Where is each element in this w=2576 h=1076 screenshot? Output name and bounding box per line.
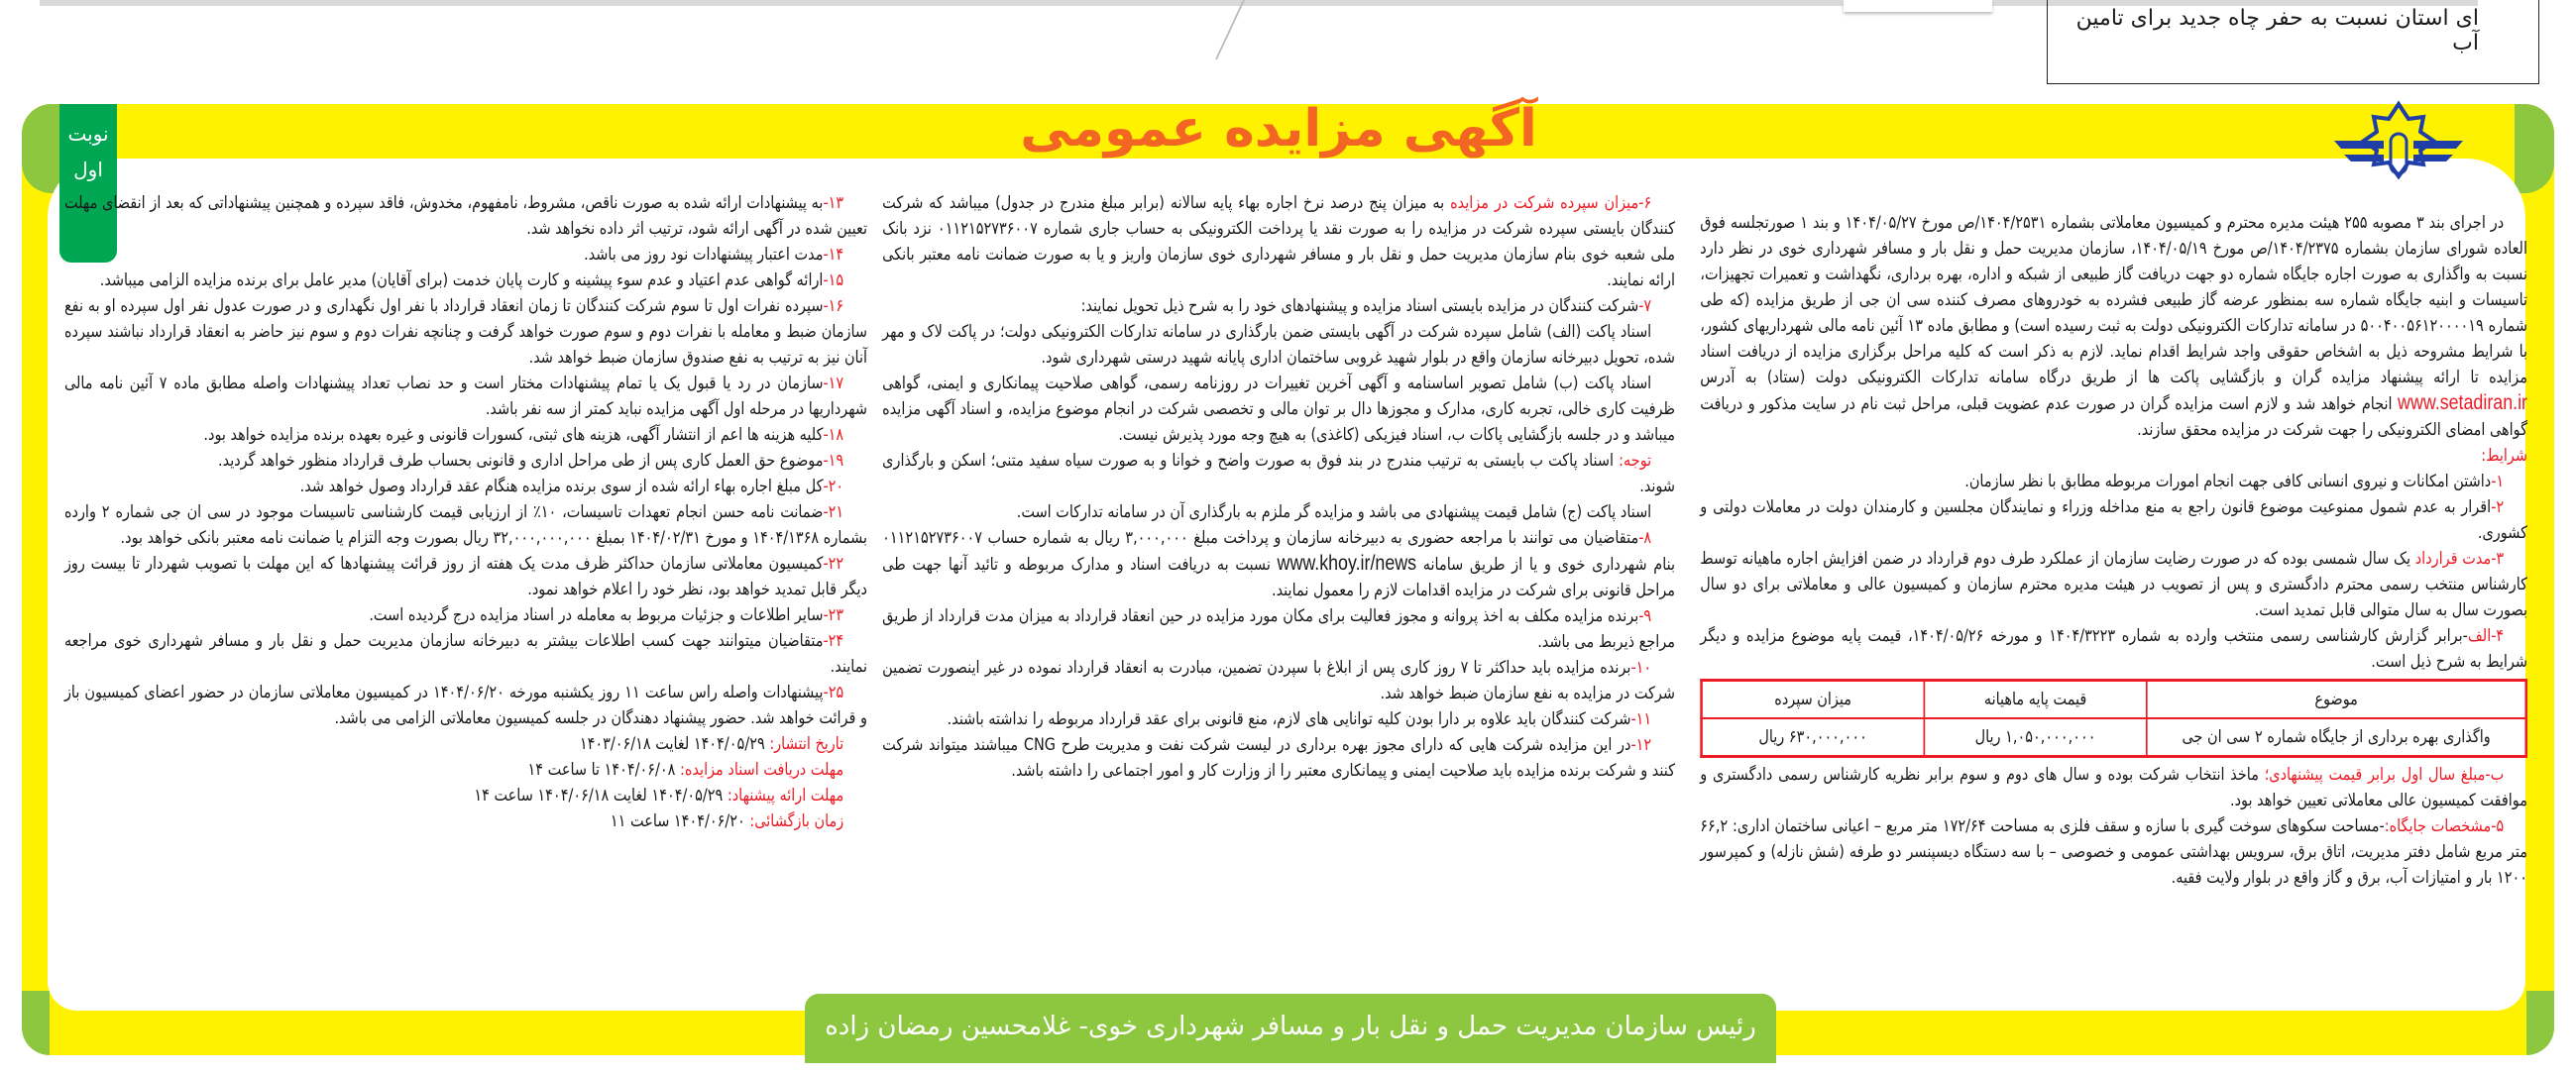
clause-label: ۷- xyxy=(1638,296,1652,316)
table-header: میزان سپرده xyxy=(1702,681,1925,719)
table-cell-subject: واگذاری بهره برداری از جایگاه شماره ۲ سی ان جی xyxy=(2147,718,2526,757)
table-header: موضوع xyxy=(2147,681,2526,719)
paragraph xyxy=(1700,813,2527,891)
clause-text: شرکت کنندگان باید علاوه بر دارا بودن کلیه توانایی های لازم، منع قانونی برای عقد قرارداد مربوطه را نداشته باشند. xyxy=(947,709,1631,729)
frame-corner-decoration xyxy=(2526,991,2554,1055)
signature-banner: رئیس سازمان مدیریت حمل و نقل بار و مسافر شهرداری خوی- غلامحسین رمضان زاده xyxy=(805,994,1776,1063)
clause-text: کمیسیون معاملاتی سازمان حداکثر ظرف مدت یک هفته از روز قرائت پیشنهادها که این مهلت با تصویب شهردار تا بیست روز دیگر قابل تمدید خواهد بود، نظر خود را اعلام خواهد نمود. xyxy=(63,554,867,599)
paragraph xyxy=(882,371,1675,448)
clause-text: سایر اطلاعات و جزئیات مربوط به معامله در اسناد مزایده درج گردیده است. xyxy=(369,605,824,625)
clause-text: در این مزایده شرکت هایی که دارای مجوز بهره برداری در لیست شرکت نفت و مدیریت طرح CNG میباشند میتواند شرکت کنند و شرکت برنده مزایده باید صلاحیت ایمنی و پیمانکاری معتبر را از وزارت کار و امور اجتماعی را داشته باشد. xyxy=(882,735,1675,781)
clause-text: مدت اعتبار پیشنهادات نود روز می باشد. xyxy=(584,245,824,265)
clause-label: ۱۵- xyxy=(823,270,844,290)
table-cell-base-price: ۱,۰۵۰,۰۰۰,۰۰۰ ریال xyxy=(1924,718,2147,757)
clause-text: شرکت کنندگان در مزایده بایستی اسناد مزایده و پیشنهادهای خود را به شرح ذیل تحویل نمایند: xyxy=(1080,296,1639,316)
table-header-row xyxy=(1702,681,2526,719)
clause-label: ۵-مشخصات جایگاه: xyxy=(2384,816,2505,836)
clause-label: تاریخ انتشار: xyxy=(764,734,844,754)
paragraph xyxy=(882,319,1675,371)
clause-text: متقاضیان میتوانند جهت کسب اطلاعات بیشتر به دبیرخانه سازمان مدیریت حمل و نقل بار و مسافر شهرداری خوی مراجعه نمایند. xyxy=(63,631,867,677)
clause-text: برنده مزایده باید حداکثر تا ۷ روز کاری پس از ابلاغ با سپردن تضمین، مبادرت به انعقاد قرارداد نموده در غیر اینصورت تضمین شرکت در مزایده به نفع سازمان ضبط خواهد شد. xyxy=(882,658,1675,703)
clause-text: کل مبلغ اجاره بهاء ارائه شده از سوی برنده مزایده هنگام عقد قرارداد وصول خواهد شد. xyxy=(299,477,824,496)
clause-text: برنده مزایده مکلف به اخذ پروانه و مجوز فعالیت برای مکان مورد مزایده در حین انعقاد قرارداد به میزان مدت قرارداد از طریق مراجع ذیربط می باشد. xyxy=(882,606,1675,652)
paragraph xyxy=(64,499,867,551)
clause-label: ۶-میزان سپرده شرکت در مزایده xyxy=(1450,193,1652,213)
paragraph xyxy=(64,293,867,371)
clause-text: نسبت به دریافت اسناد و مدارک مربوطه و تائید آنها جهت طی مراحل قانونی برای شرکت در مزایده اقدامات لازم را معمول نمایند. xyxy=(882,555,1675,600)
paragraph xyxy=(1700,469,2527,494)
clause-text: در اجرای بند ۳ مصوبه ۲۵۵ هیئت مدیره محترم و کمیسیون معاملاتی بشماره ۱۴۰۴/۲۵۳۱/ص مورخ ۱۴۰۴/۰۵/۲۷ و بند ۱ صورتجلسه فوق العاده شورای سازمان بشماره ۱۴۰۴/۲۳۷۵/ص مورخ ۱۴۰۴/۰۵/۱۹، سازمان مدیریت حمل و نقل بار و مسافر شهرداری خوی در نظر دارد نسبت به واگذاری به صورت اجاره جایگاه شماره دو جهت دریافت گاز طبیعی از شبکه و اداره، بهره برداری، نگهداشت و تعمیرات تجهیزات، تاسیسات و ابنیه جایگاه شماره سه بمنظور عرضه گاز طبیعی فشرده به خودروهای مصرف کننده سی ان جی از طریق مزایده (که طی شماره ۵۰۰۴۰۰۵۶۱۲۰۰۰۰۱۹ در سامانه تدارکات الکترونیکی دولت به ثبت رسیده است) و مطابق ماده ۱۳ آئین نامه مالی شهرداریهای کشور، با شرایط مشروحه ذیل به اشخاص حقوقی واجد شرایط اقدام نماید. لازم به ذکر است که کلیه مراحل برگزاری مزایده از دریافت اسناد مزایده تا ارائه پیشنهاد مزایده گران و بازگشایی پاکت ها از طریق درگاه سامانه تدارکات الکترونیکی دولت (ستاد) به آدرس xyxy=(1700,213,2527,387)
paragraph xyxy=(1700,494,2527,546)
clause-label: ۳-مدت قرارداد xyxy=(2414,549,2505,569)
clause-label: ۲۵- xyxy=(823,683,844,702)
clause-label: ۹- xyxy=(1638,606,1652,626)
clause-text: ضمانت نامه حسن انجام تعهدات تاسیسات، ۱۰٪ از ارزیابی قیمت کارشناسی تاسیسات موجود در سی ان جی شماره ۲ وارده بشماره ۱۴۰۴/۱۳۶۸ و مورخ ۱۴۰۴/۰۲/۳۱ بمبلغ ۳۲,۰۰۰,۰۰۰,۰۰۰ ریال بصورت وجه التزام یا ضمانت نامه معتبر بانکی خواهد بود. xyxy=(63,502,867,548)
clause-text: اسناد پاکت (ج) شامل قیمت پیشنهادی می باشد و مزایده گر ملزم به بارگذاری آن در سامانه تدارکات است. xyxy=(1016,502,1652,522)
organization-logo-icon xyxy=(2329,99,2468,198)
paragraph xyxy=(64,757,867,783)
paragraph xyxy=(64,190,867,242)
clause-label: ۱- xyxy=(2491,472,2505,491)
paragraph xyxy=(64,808,867,834)
clause-text: موضوع حق العمل کاری پس از طی مراحل اداری و قانونی بحساب طرف قرارداد منظور خواهد گردید. xyxy=(218,451,824,471)
clause-label: مهلت ارائه پیشنهاد: xyxy=(723,786,844,806)
clause-text: یک سال شمسی بوده که در صورت رضایت سازمان از عملکرد طرف دوم قرارداد در ضمن افزایش اجاره ماهیانه توسط کارشناس منتخب رسمی محترم دادگستری و پس از تصویب در هیئت مدیره محترم سازمان و کمیسیون عالی و معاملاتی برای دو سال بصورت سال به سال متوالی قابل تمدید است. xyxy=(1700,549,2527,620)
paragraph xyxy=(882,706,1675,732)
clause-label: ۱۹- xyxy=(823,451,844,471)
paragraph xyxy=(64,680,867,731)
paragraph xyxy=(882,732,1675,784)
clause-label: ۱۴- xyxy=(823,245,844,265)
middle-column xyxy=(882,190,1675,784)
paragraph xyxy=(64,551,867,602)
clause-text: سپرده نفرات اول تا سوم شرکت کنندگان تا زمان انعقاد قرارداد با نفر اول نگهداری و در صورت عدول نفر اول سپرده او به نفع سازمان ضبط و معامله با نفرات دوم و سوم صورت خواهد گرفت و چنانچه نفرات دوم و سوم نیز حاضر به انعقاد قرارداد نباشند سپرده آنان نیز به ترتیب به نفع صندوق سازمان ضبط خواهد شد. xyxy=(63,296,867,368)
clause-label: ۱۸- xyxy=(823,425,844,445)
clause-text: ارائه گواهی عدم اعتیاد و عدم سوء پیشینه و کارت پایان خدمت (برای آقایان) مدیر عامل برای برنده مزایده الزامی میباشد. xyxy=(99,270,824,290)
clause-label: ۲۰- xyxy=(823,477,844,496)
clause-label: ۱۰- xyxy=(1630,658,1652,678)
clause-label: ۲۳- xyxy=(823,605,844,625)
paragraph xyxy=(64,628,867,680)
clause-text: -مساحت سکوهای سوخت گیری با سازه و سقف فلزی به مساحت ۱۷۲/۶۴ متر مربع – اعیانی ساختمان اداری: ۶۶,۲ متر مربع شامل دفتر مدیریت، اتاق برق، سرویس بهداشتی عمومی و خصوصی – با سه دستگاه دیسپنسر دو طرفه (شش نازله) و کمپرسور ۱۲۰۰ بار و امتیازات آب، برق و گاز واقع در بلوار ولایت فقیه. xyxy=(1700,816,2527,888)
paragraph xyxy=(1700,443,2527,469)
paragraph xyxy=(64,731,867,757)
frame-corner-decoration xyxy=(22,991,50,1055)
paragraph xyxy=(1700,546,2527,623)
clause-label: ۲۴- xyxy=(823,631,844,651)
auction-table xyxy=(1700,679,2527,758)
paragraph xyxy=(882,293,1675,319)
paragraph xyxy=(1700,762,2527,813)
clause-text: ۱۴۰۴/۰۶/۲۰ ساعت ۱۱ xyxy=(610,811,745,831)
clause-label: مهلت دریافت اسناد مزایده: xyxy=(675,760,844,780)
clause-text: اسناد پاکت (ب) شامل تصویر اساسنامه و آگهی آخرین تغییرات در روزنامه رسمی، گواهی صلاحیت پیمانکاری و ایمنی، گواهی ظرفیت کاری خالی، تجربه کاری، مدارک و مجوزها دال بر توان مالی و تخصصی شرکت در انجام موضوع مزایده، و اسناد آگهی مزایده میباشد و در جلسه بازگشایی پاکات ب، اسناد فیزیکی (کاغذی) به هیچ وجه مورد پذیرش نیست. xyxy=(882,374,1675,445)
clause-text: داشتن امکانات و نیروی انسانی کافی جهت انجام امورات مربوطه مطابق با نظر سازمان. xyxy=(1964,472,2492,491)
issue-badge-line: اول xyxy=(73,158,103,181)
clause-label: شرایط: xyxy=(2481,446,2527,466)
paragraph xyxy=(64,602,867,628)
paragraph xyxy=(64,422,867,448)
paragraph xyxy=(882,448,1675,499)
clause-label: ۱۶- xyxy=(823,296,844,316)
left-column xyxy=(64,190,867,834)
clause-label: ۴-الف xyxy=(2467,626,2505,646)
clause-text: سازمان در رد یا قبول یک یا تمام پیشنهادات مختار است و حد نصاب تعداد پیشنهادات واصله مطابق ماده ۷ آئین نامه مالی شهرداریها در مرحله اول آگهی مزایده نباید کمتر از سه نفر باشد. xyxy=(63,374,867,419)
frame-corner-decoration xyxy=(2515,104,2554,193)
clause-label: توجه: xyxy=(1619,451,1652,471)
clause-text: ۱۴۰۴/۰۵/۲۹ لغایت ۱۴۰۴/۰۶/۱۸ ساعت ۱۴ xyxy=(474,786,724,806)
clause-text: ماخذ انتخاب شرکت بوده و سال های دوم و سوم برابر نظریه کارشناس رسمی دادگستری و موافقت کمیسیون عالی معاملاتی تعیین خواهد بود. xyxy=(1700,765,2527,810)
clause-label: ۱۳- xyxy=(823,193,844,213)
ad-title: آگهی مزایده عمومی xyxy=(1020,99,1537,159)
paragraph xyxy=(882,603,1675,655)
top-card-edge xyxy=(1844,0,1992,12)
clause-label: زمان بازگشائی: xyxy=(744,811,844,831)
paragraph xyxy=(882,499,1675,525)
adjacent-article-text: ای استان نسبت به حفر چاه جدید برای تامین آب xyxy=(2075,6,2479,55)
frame-corner-decoration xyxy=(22,104,61,193)
clause-text: اسناد پاکت (الف) شامل سپرده شرکت در آگهی بایستی ضمن بارگذاری در سامانه تدارکات الکترونیکی دولت؛ در پاکت لاک و مهر شده، تحویل دبیرخانه سازمان واقع در بلوار شهید غروبی ساختمان اداری پایانه شهید درستی شهرداری شود. xyxy=(882,322,1675,368)
adjacent-article-box xyxy=(2047,0,2539,84)
clause-label: ۱۱- xyxy=(1630,709,1652,729)
web-link[interactable]: www.setadiran.ir xyxy=(2398,391,2527,414)
paragraph xyxy=(64,783,867,808)
clause-text: اقرار به عدم شمول ممنوعیت موضوع قانون راجع به منع مداخله وزراء و نمایندگان مجلسین و کارمندان دولت در معاملات دولتی و کشوری. xyxy=(1700,497,2527,543)
table-row xyxy=(1702,718,2526,757)
clause-label: ب-مبلغ سال اول برابر قیمت پیشنهادی؛ xyxy=(2264,765,2505,785)
paragraph xyxy=(1700,623,2527,675)
paragraph xyxy=(882,525,1675,603)
paragraph xyxy=(64,268,867,293)
issue-badge-line: نوبت xyxy=(67,122,109,146)
clause-text: متقاضیان می توانند با مراجعه حضوری به دبیرخانه سازمان و پرداخت مبلغ ۳,۰۰۰,۰۰۰ ریال به شماره حساب ۰۱۱۲۱۵۲۷۳۶۰۰۷ بنام شهرداری خوی و یا از طریق سامانه xyxy=(882,528,1676,575)
clause-text: به پیشنهادات ارائه شده به صورت ناقص، مشروط، نامفهوم، مخدوش، فاقد سپرده و همچنین پیشنهاداتی که بعد از انقضای مهلت تعیین شده در آگهی ارائه شود، ترتیب اثر داده نخواهد شد. xyxy=(63,193,867,239)
paragraph xyxy=(64,448,867,474)
clause-text: ۱۴۰۴/۰۵/۲۹ لغایت ۱۴۰۳/۰۶/۱۸ xyxy=(579,734,765,754)
top-fold-decoration xyxy=(1126,0,1245,59)
clause-text: اسناد پاکت ب بایستی به ترتیب مندرج در بند فوق به صورت واضح و خوانا و به صورت سیاه سفید متنی؛ اسکن و بارگذاری شوند. xyxy=(882,451,1675,496)
right-column xyxy=(1700,210,2527,891)
clause-label: ۸- xyxy=(1638,528,1652,548)
paragraph xyxy=(64,371,867,422)
clause-label: ۲- xyxy=(2491,497,2505,517)
paragraph xyxy=(882,655,1675,706)
paragraph xyxy=(64,474,867,499)
clause-label: ۱۷- xyxy=(823,374,844,393)
web-link[interactable]: www.khoy.ir/news xyxy=(1277,552,1417,575)
clause-text: ۱۴۰۴/۰۶/۰۸ تا ساعت ۱۴ xyxy=(527,760,676,780)
table-cell-deposit: ۶۳۰,۰۰۰,۰۰۰ ریال xyxy=(1702,718,1925,757)
clause-text: پیشنهادات واصله راس ساعت ۱۱ روز یکشنبه مورخه ۱۴۰۴/۰۶/۲۰ در کمیسیون معاملاتی سازمان در حضور اعضای کمیسیون باز و قرائت خواهد شد. حضور پیشنهاد دهندگان در جلسه کمیسیون معاملاتی الزامی می باشد. xyxy=(63,683,867,728)
paragraph xyxy=(1700,210,2527,443)
clause-label: ۲۲- xyxy=(823,554,844,574)
clause-label: ۲۱- xyxy=(823,502,844,522)
clause-label: ۱۲- xyxy=(1630,735,1652,755)
clause-text: کلیه هزینه ها اعم از انتشار آگهی، هزینه های ثبتی، کسورات قانونی و غیره بعهده برنده مزایده خواهد بود. xyxy=(203,425,824,445)
clause-text: -برابر گزارش کارشناسی رسمی منتخب وارده به شماره ۱۴۰۴/۳۲۲۳ و مورخه ۱۴۰۴/۰۵/۲۶، قیمت پایه موضوع مزایده و دیگر شرایط به شرح ذیل است. xyxy=(1700,626,2527,672)
clause-text: به میزان پنج درصد نرخ اجاره بهاء پایه سالانه (برابر مبلغ مندرج در جدول) میباشد که شرکت کنندگان بایستی سپرده شرکت در مزایده را به صورت نقد یا پرداخت الکترونیکی به حساب جاری شماره ۰۱۱۲۱۵۲۷۳۶۰۰۷ نزد بانک ملی شعبه خوی بنام سازمان مدیریت حمل و نقل بار و مسافر شهرداری خوی سازمان واریز و یا به صورت ضمانت نامه معتبر بانکی ارائه نمایند. xyxy=(882,193,1675,290)
paragraph xyxy=(882,190,1675,293)
paragraph xyxy=(64,242,867,268)
table-header: قیمت پایه ماهیانه xyxy=(1924,681,2147,719)
clause-text: انجام خواهد شد و لازم است مزایده گران در صورت عدم عضویت قبلی، مراحل ثبت نام در سایت مذکور و دریافت گواهی امضای الکترونیکی را جهت شرکت در مزایده محقق سازند. xyxy=(1700,394,2527,440)
